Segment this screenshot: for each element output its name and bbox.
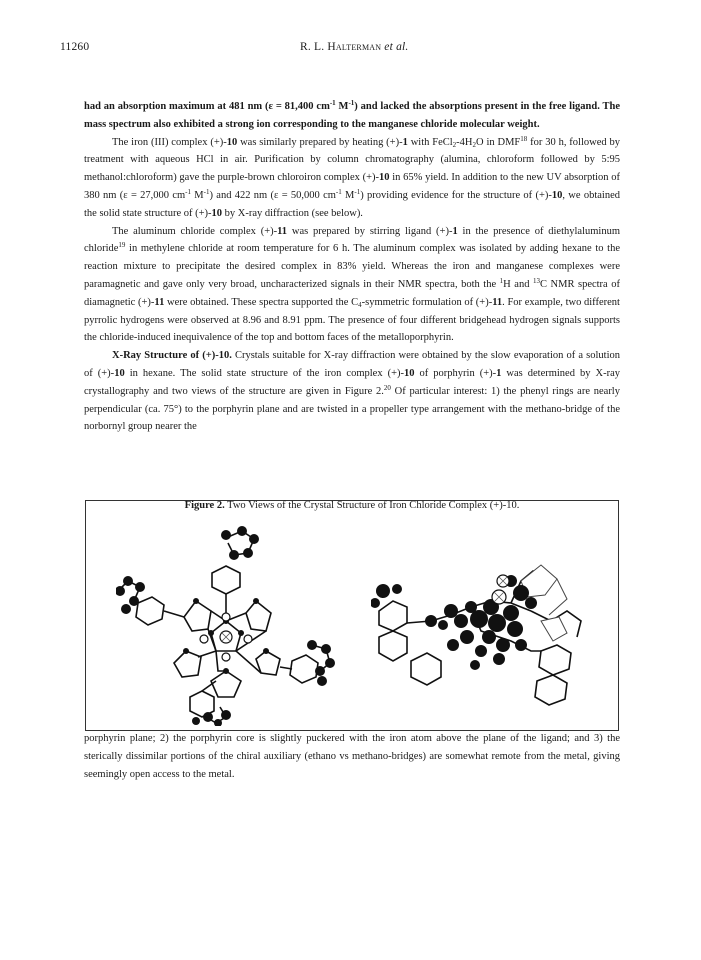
paragraph-2: The iron (III) complex (+)-10 was similarly prepared by heating (+)-1 with $FeCl_2-4H_2O$ in DMF$^{18}$ for 30 h, followed by treatment with aqueous HCl in air. Purification by column chromatography (alumina, chloroform followed by 5:95 methanol:chloroform) gave the purple-brown chloroiron complex (+)-10 in 65% yield. In addition to the new UV absorption of 380 nm (ε = 27,000 $cm^{-1}$ $M^{-1}$) and 422 nm (ε = 50,000 $cm^{-1}$ $M^{-1}$) providing evidence for the structure of (+)-10, we obtained the solid state structure of (+)-10 by X-ray diffraction (see below). <box>84 134 621 219</box>
page-number: 11260 <box>60 41 90 53</box>
crystal-structure-view-1 <box>116 521 336 726</box>
running-head: R. L. Halterman et al. <box>300 41 409 53</box>
figure-2 <box>85 500 619 731</box>
figure-caption <box>86 500 618 511</box>
paragraph-4: X-Ray Structure of (+)-10. Crystals suitable for X-ray diffraction were obtained by the slow evaporation of a solution of (+)-10 in hexane. The solid state structure of the iron complex (+)-10 of porphyrin (+)-1 was determined by X-ray crystallography and two views of the structure are given in Figure 2.20 Of particular interest: 1) the phenyl rings are nearly perpendicular (ca. 75°) to the porphyrin plane and are twisted in a propeller type arrangement with the methano-bridge of the norbornyl group nearer the <box>84 350 620 433</box>
body-text-top <box>84 98 620 436</box>
figure-caption-text: Two Views of the Crystal Structure of Iron Chloride Complex (+)-10. <box>227 500 520 511</box>
body-text-bottom <box>84 730 620 783</box>
paragraph-1: had an absorption maximum at 481 nm (ε = 81,400 $cm^{-1}$ $M^{-1}$) and lacked the absorptions present in the free ligand. The mass spectrum also exhibited a strong ion corresponding to the manganese chloride molecular weight. <box>84 99 620 130</box>
paragraph-3: The aluminum chloride complex (+)-11 was prepared by stirring ligand (+)-1 in the presence of diethylaluminum chloride$^{19}$ in methylene chloride at room temperature for 6 h. The aluminum complex was isolated by adding hexane to the reaction mixture to precipitate the desired complex in 83% yield. Whereas the iron and manganese complexes were paramagnetic and gave only very broad, uncharacterized signals in their NMR spectra, both the $^1$H and $^{13}$C NMR spectra of diamagnetic (+)-11 were obtained. These spectra supported the $C_4$-symmetric formulation of (+)-11. For example, two different pyrrolic hydrogens were observed at 8.96 and 8.91 ppm. The presence of four different bridgehead hydrogen signals supports the chloride-induced inequivalence of the top and bottom faces of the metalloporphyrin. <box>84 225 620 344</box>
paragraph-5: porphyrin plane; 2) the porphyrin core is slightly puckered with the iron atom above the plane of the ligand; and 3) the sterically dissimilar portions of the chiral auxiliary (ethano vs methano-bridges) are somewhat remote from the metal, giving seemingly open access to the metal. <box>84 733 620 780</box>
figure-label: Figure 2. <box>184 500 225 511</box>
section-heading: X-Ray Structure of (+)-10. <box>112 350 232 362</box>
crystal-structure-view-2 <box>371 541 601 716</box>
